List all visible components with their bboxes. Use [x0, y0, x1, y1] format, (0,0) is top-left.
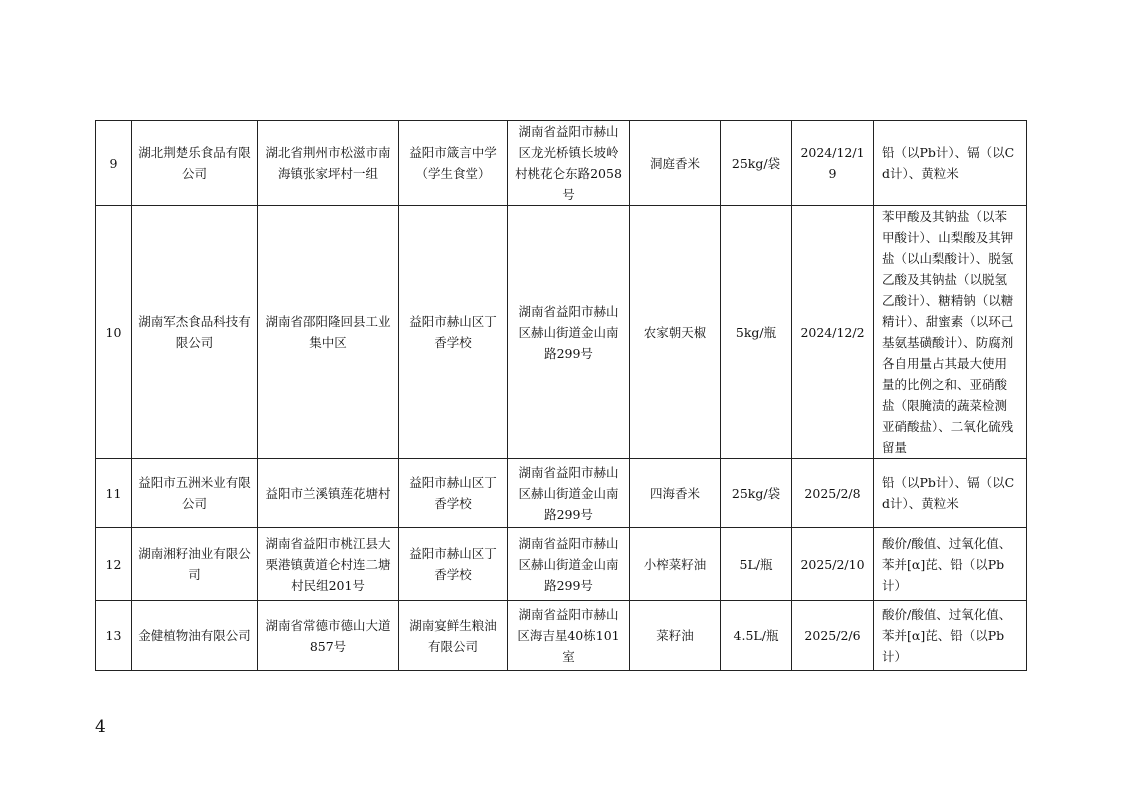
sampled-unit-cell: 湖南宴鲜生粮油有限公司 — [399, 601, 508, 671]
spec-cell: 25kg/袋 — [721, 121, 792, 206]
production-date-cell: 2024/12/19 — [792, 121, 874, 206]
sampled-unit-cell: 益阳市赫山区丁香学校 — [399, 528, 508, 601]
sampled-unit-cell: 益阳市箴言中学（学生食堂） — [399, 121, 508, 206]
test-items-cell: 苯甲酸及其钠盐（以苯甲酸计）、山梨酸及其钾盐（以山梨酸计）、脱氢乙酸及其钠盐（以脱氢乙酸计）、糖精钠（以糖精计）、甜蜜素（以环己基氨基磺酸计）、防腐剂各自用量占其最大使用量的比例之和、亚硝酸盐（限腌渍的蔬菜检测亚硝酸盐）、二氧化硫残留量 — [874, 206, 1027, 459]
page-number: 4 — [95, 717, 106, 737]
product-name-cell: 四海香米 — [630, 459, 721, 528]
row-number-cell: 12 — [96, 528, 132, 601]
sampled-address-cell: 湖南省益阳市赫山区龙光桥镇长坡岭村桃花仑东路2058号 — [508, 121, 630, 206]
product-name-cell: 洞庭香米 — [630, 121, 721, 206]
production-date-cell: 2024/12/2 — [792, 206, 874, 459]
spec-cell: 5L/瓶 — [721, 528, 792, 601]
table-row — [96, 121, 1027, 206]
sampled-address-cell: 湖南省益阳市赫山区海吉星40栋101室 — [508, 601, 630, 671]
producer-address-cell: 益阳市兰溪镇莲花塘村 — [258, 459, 399, 528]
sampled-address-cell: 湖南省益阳市赫山区赫山街道金山南路299号 — [508, 206, 630, 459]
production-date-cell: 2025/2/8 — [792, 459, 874, 528]
producer-cell: 湖南湘籽油业有限公司 — [132, 528, 258, 601]
production-date-cell: 2025/2/10 — [792, 528, 874, 601]
spec-cell: 4.5L/瓶 — [721, 601, 792, 671]
row-number-cell: 13 — [96, 601, 132, 671]
producer-address-cell: 湖南省益阳市桃江县大栗港镇黄道仑村连二塘村民组201号 — [258, 528, 399, 601]
product-name-cell: 农家朝天椒 — [630, 206, 721, 459]
production-date-cell: 2025/2/6 — [792, 601, 874, 671]
product-name-cell: 菜籽油 — [630, 601, 721, 671]
producer-address-cell: 湖南省邵阳隆回县工业集中区 — [258, 206, 399, 459]
producer-cell: 湖北荆楚乐食品有限公司 — [132, 121, 258, 206]
test-items-cell: 酸价/酸值、过氧化值、苯并[α]芘、铅（以Pb计） — [874, 528, 1027, 601]
sampled-address-cell: 湖南省益阳市赫山区赫山街道金山南路299号 — [508, 459, 630, 528]
row-number-cell: 10 — [96, 206, 132, 459]
table-row — [96, 601, 1027, 671]
table-row — [96, 528, 1027, 601]
spec-cell: 25kg/袋 — [721, 459, 792, 528]
row-number-cell: 9 — [96, 121, 132, 206]
producer-address-cell: 湖南省常德市德山大道857号 — [258, 601, 399, 671]
inspection-results-table — [95, 120, 1027, 671]
producer-address-cell: 湖北省荆州市松滋市南海镇张家坪村一组 — [258, 121, 399, 206]
table-row — [96, 459, 1027, 528]
sampled-address-cell: 湖南省益阳市赫山区赫山街道金山南路299号 — [508, 528, 630, 601]
sampled-unit-cell: 益阳市赫山区丁香学校 — [399, 459, 508, 528]
test-items-cell: 铅（以Pb计）、镉（以Cd计）、黄粒米 — [874, 121, 1027, 206]
producer-cell: 益阳市五洲米业有限公司 — [132, 459, 258, 528]
test-items-cell: 酸价/酸值、过氧化值、苯并[α]芘、铅（以Pb计） — [874, 601, 1027, 671]
producer-cell: 金健植物油有限公司 — [132, 601, 258, 671]
table-row — [96, 206, 1027, 459]
row-number-cell: 11 — [96, 459, 132, 528]
test-items-cell: 铅（以Pb计）、镉（以Cd计）、黄粒米 — [874, 459, 1027, 528]
producer-cell: 湖南军杰食品科技有限公司 — [132, 206, 258, 459]
sampled-unit-cell: 益阳市赫山区丁香学校 — [399, 206, 508, 459]
spec-cell: 5kg/瓶 — [721, 206, 792, 459]
product-name-cell: 小榨菜籽油 — [630, 528, 721, 601]
